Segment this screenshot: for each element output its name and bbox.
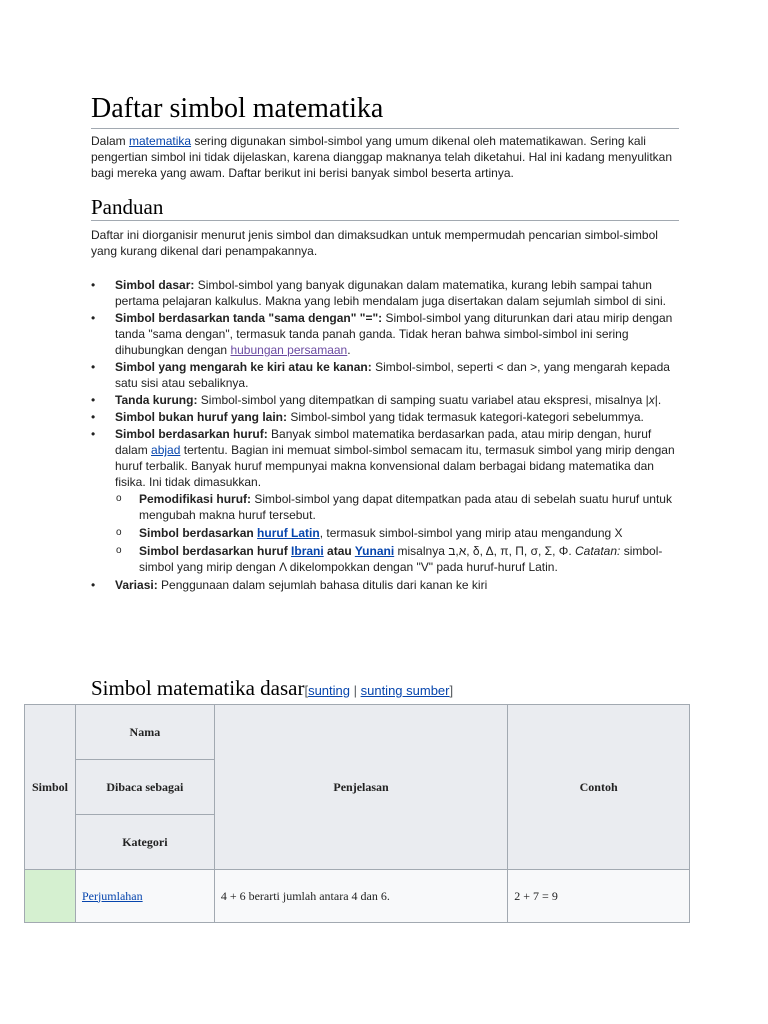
name-cell [75,870,214,923]
link-abjad[interactable]: abjad [151,443,181,457]
header-contoh: Contoh [508,705,690,870]
list-item: • Simbol berdasarkan huruf: Banyak simbol matematika berdasarkan pada, atau mirip dengan, huruf dalam abjad tertentu. Bagian ini memuat simbol-simbol semacam itu, termasuk simbol yang mirip dengan huruf terbalik. Banyak huruf mempunyai makna konvensional dalam berbagai bidang matematika dan fisika. Ini tidak dimasukkan. o Pemodifikasi huruf: Simbol-simbol yang dapat ditempatkan pada atau di sebelah suatu huruf untuk mengubah makna huruf tersebut. o Simbol berdasarkan huruf Latin, termasuk simbol-simbol yang mirip atau mengandung X o Simbol berdasarkan huruf Ibrani atau Yunani misalnya א,ב, δ, Δ, π, Π, σ, Σ, Φ. Catatan: simbol-simbol yang mirip dengan Λ dikelompokkan dengan "V" pada huruf-huruf Latin. [91,426,679,575]
link-yunani[interactable]: Yunani [354,544,395,558]
symbol-cell [25,870,76,923]
edit-links: [sunting | sunting sumber] [304,683,454,698]
link-perjumlahan[interactable]: Perjumlahan [81,888,143,903]
list-item: • Simbol dasar: Simbol-simbol yang banyak digunakan dalam matematika, kurang lebih sampai tahun pertama pelajaran kalkulus. Makna yang lebih mendalam juga disertakan dalam sejumlah simbol di sini. [91,277,679,309]
example-cell: 2 + 7 = 9 [508,870,690,923]
link-hubungan-persamaan[interactable]: hubungan persamaan [230,343,348,357]
list-item: o Simbol berdasarkan huruf Ibrani atau Yunani misalnya א,ב, δ, Δ, π, Π, σ, Σ, Φ. Catatan: simbol-simbol yang mirip dengan Λ dikelompokkan dengan "V" pada huruf-huruf Latin. [115,543,679,575]
list-item: o Pemodifikasi huruf: Simbol-simbol yang dapat ditempatkan pada atau di sebelah suatu huruf untuk mengubah makna huruf tersebut. [115,491,679,523]
list-item: • Tanda kurung: Simbol-simbol yang ditempatkan di samping suatu variabel atau ekspresi, misalnya |x|. [91,392,679,408]
list-item: • Simbol berdasarkan tanda "sama dengan" "=": Simbol-simbol yang diturunkan dari atau mirip dengan tanda "sama dengan", termasuk tanda panah ganda. Tidak heran bahwa simbol-simbol ini sering dihubungkan dengan hubungan persamaan. [91,310,679,358]
link-huruf-latin[interactable]: huruf Latin [257,526,320,540]
table-row [25,870,690,923]
list-item: • Simbol yang mengarah ke kiri atau ke kanan: Simbol-simbol, seperti < dan >, yang mengarah kepada satu sisi atau sebaliknya. [91,359,679,391]
symbol-table [24,704,690,923]
header-kategori: Kategori [75,815,214,870]
page-title: Daftar simbol matematika [91,92,679,129]
header-penjelasan: Penjelasan [214,705,507,870]
guide-intro-paragraph: Daftar ini diorganisir menurut jenis simbol dan dimaksudkan untuk mempermudah pencarian simbol-simbol yang kurang dikenal dari penampakannya. [91,228,658,258]
edit-source-link[interactable]: sunting sumber [360,683,450,698]
guide-list [91,277,679,594]
link-matematika[interactable]: matematika [129,134,192,148]
intro-paragraph: Dalam matematika sering digunakan simbol-simbol yang umum dikenal oleh matematikawan. Sering kali pengertian simbol ini tidak dijelaskan, karena dianggap maknanya telah diketahui. Hal ini kadang menyulitkan bagi mereka yang awam. Daftar berikut ini berisi banyak simbol beserta artinya. [91,134,673,180]
header-simbol: Simbol [25,705,76,870]
list-item: o Simbol berdasarkan huruf Latin, termasuk simbol-simbol yang mirip atau mengandung X [115,525,679,541]
section-heading-simbol-dasar: Simbol matematika dasar[sunting | sunting sumber] [91,676,679,705]
list-item: • Variasi: Penggunaan dalam sejumlah bahasa ditulis dari kanan ke kiri [91,577,679,593]
edit-link[interactable]: sunting [308,683,350,698]
guide-sublist [115,491,679,575]
list-item: • Simbol bukan huruf yang lain: Simbol-simbol yang tidak termasuk kategori-kategori sebelummya. [91,409,679,425]
header-dibaca: Dibaca sebagai [75,760,214,815]
link-ibrani[interactable]: Ibrani [291,544,324,558]
explanation-cell: 4 + 6 berarti jumlah antara 4 dan 6. [214,870,507,923]
section-heading-panduan: Panduan [91,195,679,221]
header-nama: Nama [75,705,214,760]
